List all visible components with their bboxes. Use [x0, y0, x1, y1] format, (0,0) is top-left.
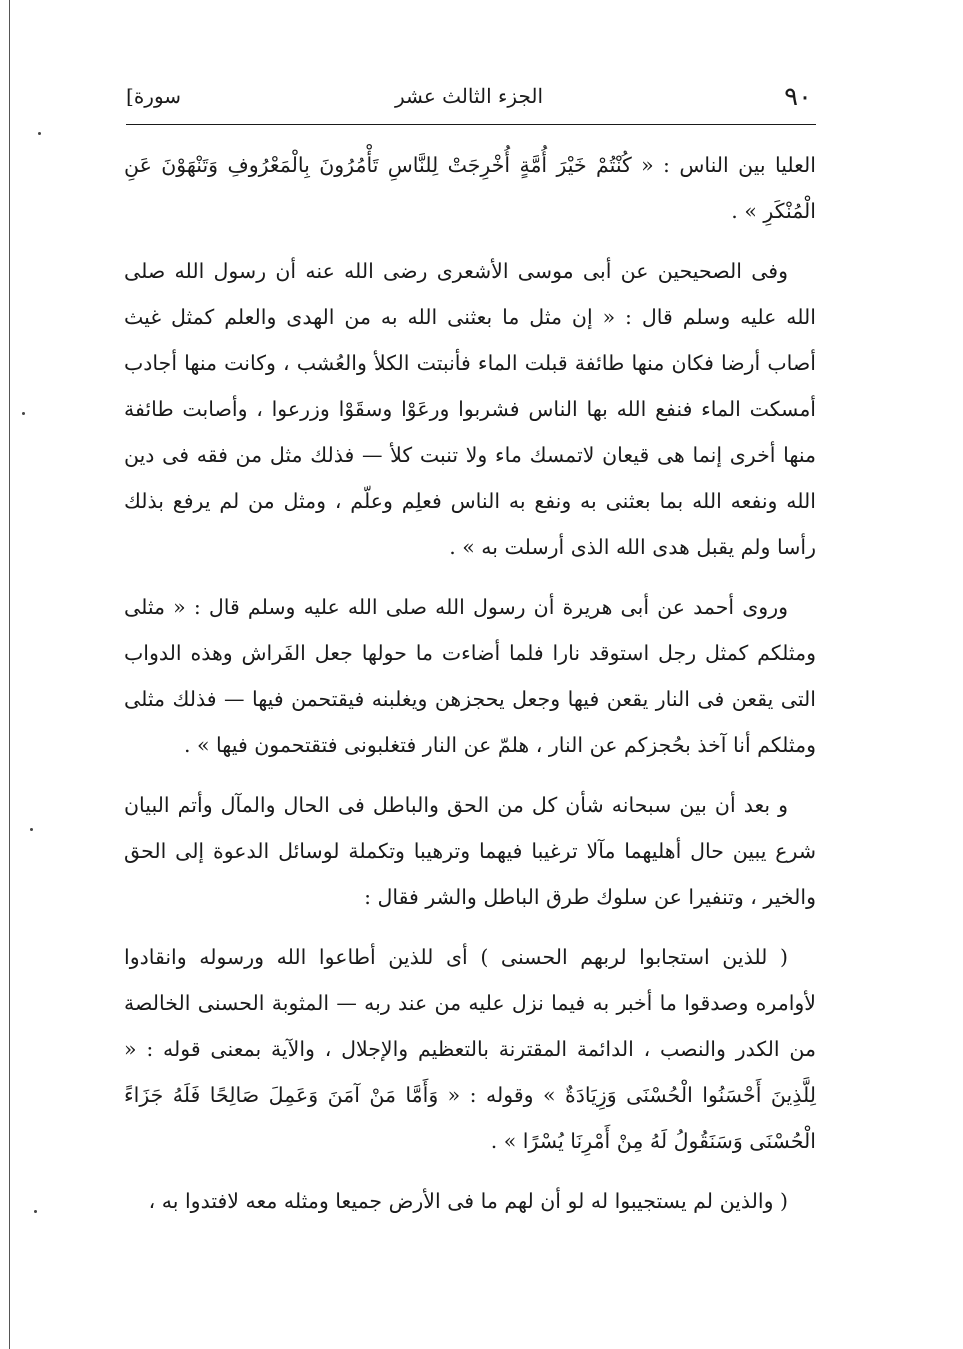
- page-number: ٩٠: [784, 82, 812, 112]
- running-header: [126, 78, 812, 118]
- surah-label: [سورة: [126, 84, 182, 108]
- scan-speck: [22, 412, 25, 415]
- paragraph: وفى الصحيحين عن أبى موسى الأشعرى رضى الله عنه أن رسول الله صلى الله عليه وسلم قال : « إن مثل ما بعثنى الله به من الهدى والعلم كمثل غيث أصاب أرضا فكان منها طائفة قبلت الماء فأنبتت الكلأ والعُشب ، وكانت منها أجادب أمسكت الماء فنفع الله بها الناس فشربوا ورعَوْا وسقَوْا وزرعوا ، وأصابت طائفة منها أخرى إنما هى قيعان لاتمسك ماء ولا تنبت كلأ — فذلك مثل من فقه فى دين الله ونفعه الله بما بعثنى به ونفع به الناس فعلِم وعلّم ، ومثل من لم يرفع بذلك رأسا ولم يقبل هدى الله الذى أرسلت به » .: [124, 259, 816, 559]
- scan-speck: [38, 132, 41, 135]
- paragraph: وروى أحمد عن أبى هريرة أن رسول الله صلى الله عليه وسلم قال : « مثلى ومثلكم كمثل رجل استوقد نارا فلما أضاءت ما حولها جعل الفَراش وهذه الدواب التى يقعن فى النار يقعن فيها وجعل يحجزهن ويغلبنه فيقتحمن فيها — فذلك مثلى ومثلكم أنا آخذ بحُجزكم عن النار ، هلمّ عن النار فتغلبونى فتقتحمون فيها » .: [124, 595, 816, 757]
- paragraph: ( للذين استجابوا لربهم الحسنى ) أى للذين أطاعوا الله ورسوله وانقادوا لأوامره وصدقوا ما أخبر به فيما نزل عليه من عند ربه — المثوبة الحسنى الخالصة من الكدر والنصب ، الدائمة المقترنة بالتعظيم والإجلال ، والآية بمعنى قوله : « لِلَّذِينَ أَحْسَنُوا الْحُسْنَى وَزِيَادَةٌ » وقوله : « وَأَمَّا مَنْ آمَنَ وَعَمِلَ صَالِحًا فَلَهُ جَزَاءً الْحُسْنَى وَسَنَقُولُ لَهُ مِنْ أَمْرِنَا يُسْرًا » .: [124, 945, 816, 1153]
- header-rule: [126, 124, 816, 125]
- paragraph: العليا بين الناس : « كُنْتُمْ خَيْرَ أُمَّةٍ أُخْرِجَتْ لِلنَّاسِ تَأْمُرُونَ بِالْمَعْرُوفِ وَتَنْهَوْنَ عَنِ الْمُنْكَرِ » .: [124, 153, 816, 223]
- scan-speck: [34, 1210, 37, 1213]
- page-edge-line: [9, 0, 10, 1349]
- part-title: الجزء الثالث عشر: [394, 84, 544, 108]
- scan-speck: [30, 828, 33, 831]
- paragraph: ( والذين لم يستجيبوا له لو أن لهم ما فى الأرض جميعا ومثله معه لافتدوا به ،: [148, 1189, 788, 1213]
- body-text: [124, 142, 816, 1234]
- paragraph: و بعد أن بين سبحانه شأن كل من الحق والباطل فى الحال والمآل وأتم البيان شرع يبين حال أهليهما مآلا ترغيبا فيهما وترهيبا وتكملة لوسائل الدعوة إلى الحق والخير ، وتنفيرا عن سلوك طرق الباطل والشر فقال :: [124, 793, 816, 909]
